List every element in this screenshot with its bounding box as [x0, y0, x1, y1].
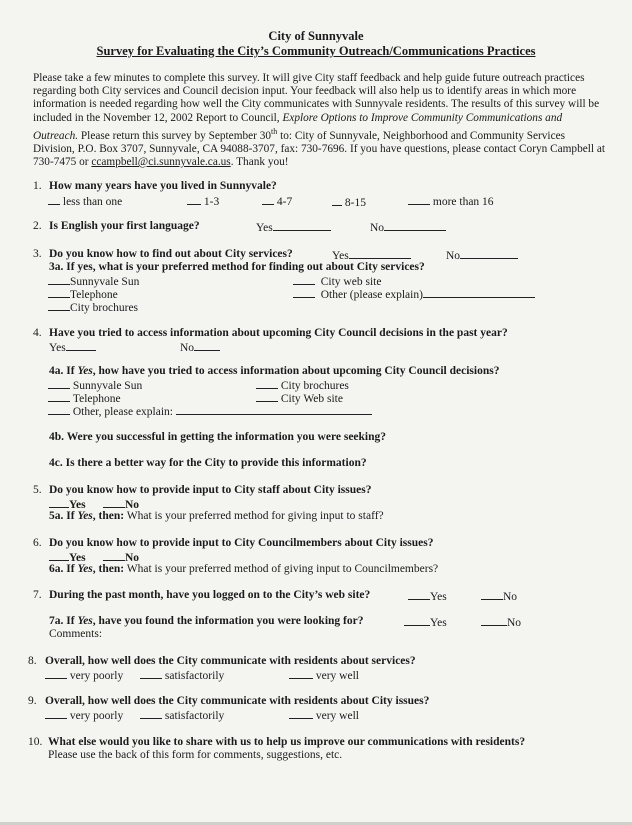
q2-question: Is English your first language? — [49, 220, 200, 232]
q3-no[interactable]: No — [446, 248, 518, 263]
q4a-option-sunnyvale-sun[interactable]: Sunnyvale Sun — [48, 378, 142, 393]
q3a-question: 3a. If yes, what is your preferred method for finding out about City services? — [49, 261, 425, 273]
document-subtitle: Survey for Evaluating the City’s Community Outreach/Communications Practices — [96, 44, 536, 58]
q8-option-very-poorly[interactable]: very poorly — [45, 668, 123, 683]
q1-option-8-15[interactable]: 8-15 — [332, 195, 366, 210]
q9-number: 9. — [28, 695, 37, 707]
q3a-option-city-brochures[interactable]: City brochures — [48, 300, 138, 315]
q1-option-more-than-16[interactable]: more than 16 — [408, 194, 494, 209]
q7a-yes[interactable]: Yes — [404, 615, 447, 630]
q2-number: 2. — [33, 220, 42, 232]
q6-number: 6. — [33, 537, 42, 549]
q5-no[interactable]: No — [103, 497, 139, 512]
document-title: City of Sunnyvale — [268, 29, 364, 43]
q10-note: Please use the back of this form for comments, suggestions, etc. — [48, 749, 343, 761]
q4a-option-other[interactable]: Other, please explain: — [48, 404, 372, 419]
q2-yes[interactable]: Yes — [256, 220, 331, 235]
q7-question: During the past month, have you logged on to the City’s web site? — [49, 589, 371, 601]
q1-number: 1. — [33, 180, 42, 192]
q3a-option-city-web-site[interactable]: City web site — [293, 274, 381, 289]
q9-option-satisfactorily[interactable]: satisfactorily — [140, 708, 224, 723]
q5-question: Do you know how to provide input to City staff about City issues? — [49, 484, 372, 496]
q3a-option-telephone[interactable]: Telephone — [48, 287, 118, 302]
contact-email-link[interactable]: ccampbell@ci.sunnyvale.ca.us — [91, 155, 231, 168]
q1-option-4-7[interactable]: 4-7 — [262, 194, 292, 209]
q3a-option-other[interactable]: Other (please explain) — [293, 287, 535, 302]
q5-yes[interactable]: Yes — [49, 497, 86, 512]
q3-number: 3. — [33, 248, 42, 260]
q6-no[interactable]: No — [103, 550, 139, 565]
q6-question: Do you know how to provide input to City Councilmembers about City issues? — [49, 537, 434, 549]
q8-number: 8. — [28, 655, 37, 667]
q4b-question: 4b. Were you successful in getting the information you were seeking? — [49, 431, 387, 443]
q4a-option-telephone[interactable]: Telephone — [48, 391, 121, 406]
q4a-question: 4a. If Yes, how have you tried to access information about upcoming City Council decisions? — [49, 365, 500, 377]
q5a-question: 5a. If Yes, then: What is your preferred method for giving input to staff? — [49, 510, 384, 522]
q6-yes[interactable]: Yes — [49, 550, 86, 565]
q9-option-very-well[interactable]: very well — [289, 708, 359, 723]
q1-option-less-than-one[interactable]: less than one — [48, 194, 122, 209]
q7a-no[interactable]: No — [481, 615, 521, 630]
intro-paragraph: Please take a few minutes to complete this survey. It will give City staff feedback and help guide future outreach practices regarding both City services and Council decision input. Your feedback will also help us to identify areas in which more information is needed regarding how well the City communicates with Sunnyvale residents. The results of this survey will be included in the November 12, 2002 Report to Council, Explore Options to Improve Community Communications and Outreach. Please return this survey by September 30th to: City of Sunnyvale, Neighborhood and Community Services Division, P.O. Box 3707, Sunnyvale, CA 94088-3707, fax: 730-7696. If you have questions, please contact Coryn Campbell at 730-7475 or ccampbell@ci.sunnyvale.ca.us. Thank you! — [33, 72, 605, 168]
q4c-question: 4c. Is there a better way for the City to provide this information? — [49, 457, 367, 469]
q4-number: 4. — [33, 327, 42, 339]
q4-question: Have you tried to access information about upcoming City Council decisions in the past year? — [49, 327, 508, 339]
q10-number: 10. — [28, 736, 43, 748]
q3a-option-sunnyvale-sun[interactable]: Sunnyvale Sun — [48, 274, 139, 289]
q7-number: 7. — [33, 589, 42, 601]
q5-number: 5. — [33, 484, 42, 496]
q7-no[interactable]: No — [481, 589, 517, 604]
q1-question: How many years have you lived in Sunnyvale? — [49, 180, 277, 192]
q3-question: Do you know how to find out about City services? — [49, 248, 293, 260]
q6a-question: 6a. If Yes, then: What is your preferred method of giving input to Councilmembers? — [49, 563, 439, 575]
q4a-option-city-brochures[interactable]: City brochures — [256, 378, 349, 393]
q9-question: Overall, how well does the City communicate with residents about City issues? — [45, 695, 430, 707]
q3-yes[interactable]: Yes — [332, 248, 411, 263]
q7a-question: 7a. If Yes, have you found the information you were looking for? — [49, 615, 364, 627]
q7a-comments-label: Comments: — [49, 628, 103, 640]
q10-question: What else would you like to share with us to help us improve our communications with residents? — [48, 736, 526, 748]
q1-option-1-3[interactable]: 1-3 — [187, 194, 219, 209]
q7-yes[interactable]: Yes — [408, 589, 447, 604]
q4a-option-city-web-site[interactable]: City Web site — [256, 391, 343, 406]
q8-option-very-well[interactable]: very well — [289, 668, 359, 683]
q4-yes[interactable]: Yes — [49, 340, 96, 355]
q8-option-satisfactorily[interactable]: satisfactorily — [140, 668, 224, 683]
q9-option-very-poorly[interactable]: very poorly — [45, 708, 123, 723]
q4-no[interactable]: No — [180, 340, 220, 355]
q8-question: Overall, how well does the City communicate with residents about services? — [45, 655, 416, 667]
q2-no[interactable]: No — [370, 220, 446, 235]
